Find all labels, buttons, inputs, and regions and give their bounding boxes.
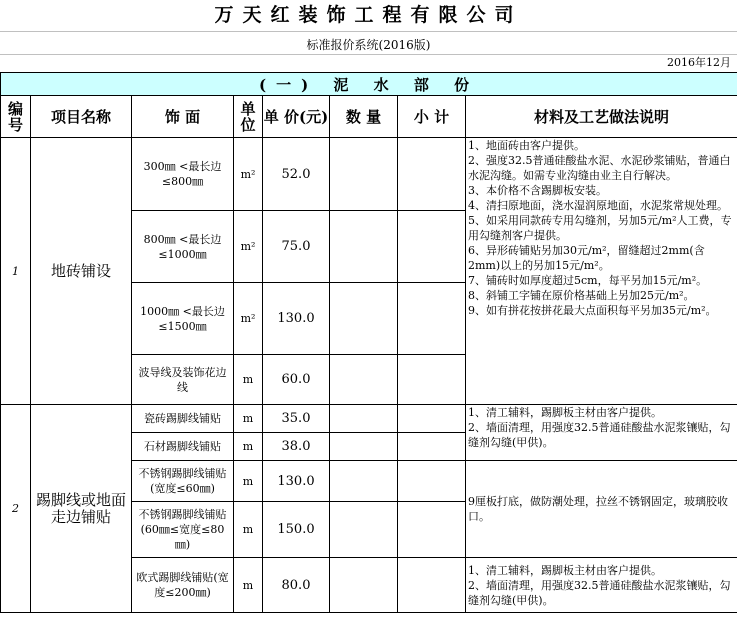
quantity-cell[interactable]	[330, 461, 398, 502]
table-row	[1, 405, 737, 433]
finish-cell: 300㎜ <最长边≤800㎜	[132, 138, 234, 211]
item-name: 地砖铺设	[31, 138, 132, 405]
note-line: 7、铺砖时如厚度超过5cm，每平另加15元/m²。	[468, 274, 708, 287]
table-row	[1, 138, 737, 211]
note-line: 9、如有拼花按拼花最大点面积每平另加35元/m²。	[468, 304, 717, 317]
quantity-cell[interactable]	[330, 558, 398, 613]
subtotal-cell	[398, 502, 466, 558]
finish-cell: 瓷砖踢脚线铺贴	[132, 405, 234, 433]
quantity-cell[interactable]	[330, 502, 398, 558]
subtotal-cell	[398, 283, 466, 355]
note-line: 1、清工辅料，踢脚板主材由客户提供。	[468, 406, 662, 419]
unit-cell: m²	[234, 211, 263, 283]
price-cell: 60.0	[263, 355, 330, 405]
subtotal-cell	[398, 558, 466, 613]
col-header-quantity: 数 量	[330, 96, 398, 138]
notes-cell	[466, 558, 737, 613]
finish-cell: 石材踢脚线铺贴	[132, 433, 234, 461]
price-cell: 75.0	[263, 211, 330, 283]
col-header-subtotal: 小 计	[398, 96, 466, 138]
quantity-cell[interactable]	[330, 283, 398, 355]
note-line: 5、如采用同款砖专用勾缝剂，另加5元/m²人工费，专用勾缝剂客户提供。	[468, 214, 732, 242]
finish-cell: 波导线及装饰花边线	[132, 355, 234, 405]
price-cell: 80.0	[263, 558, 330, 613]
unit-cell: m	[234, 461, 263, 502]
quantity-cell[interactable]	[330, 433, 398, 461]
section-title: (一) 泥 水 部 份	[1, 73, 737, 96]
finish-cell: 1000㎜ <最长边≤1500㎜	[132, 283, 234, 355]
finish-cell: 不锈钢踢脚线铺贴(宽度≤60㎜)	[132, 461, 234, 502]
notes-cell	[466, 461, 737, 558]
finish-cell: 800㎜ <最长边≤1000㎜	[132, 211, 234, 283]
quote-date: 2016年12月	[667, 56, 731, 69]
quantity-cell[interactable]	[330, 405, 398, 433]
company-name: 万天红装饰工程有限公司	[214, 4, 523, 26]
quantity-cell[interactable]	[330, 211, 398, 283]
unit-cell: m²	[234, 138, 263, 211]
header-divider	[0, 31, 737, 32]
price-cell: 150.0	[263, 502, 330, 558]
notes-cell	[466, 138, 737, 405]
col-header-item: 项目名称	[31, 96, 132, 138]
unit-cell: m	[234, 558, 263, 613]
quantity-cell[interactable]	[330, 355, 398, 405]
unit-cell: m	[234, 502, 263, 558]
col-header-number: 编号	[1, 96, 31, 138]
note-line: 8、斜铺工字铺在原价格基础上另加25元/m²。	[468, 289, 695, 302]
col-header-price: 单 价(元)	[263, 96, 330, 138]
unit-cell: m	[234, 405, 263, 433]
subtotal-cell	[398, 433, 466, 461]
unit-cell: m²	[234, 283, 263, 355]
note-line: 2、墙面清理，用强度32.5普通硅酸盐水泥浆镶贴，勾缝剂勾缝(甲供)。	[468, 421, 731, 449]
note-line: 2、强度32.5普通硅酸盐水泥、水泥砂浆铺贴，普通白水泥沟缝。如需专业沟缝由业主自行解决。	[468, 154, 731, 182]
price-cell: 130.0	[263, 461, 330, 502]
quote-table	[0, 72, 737, 613]
col-header-finish: 饰 面	[132, 96, 234, 138]
price-cell: 52.0	[263, 138, 330, 211]
subtotal-cell	[398, 405, 466, 433]
note-line: 1、清工辅料，踢脚板主材由客户提供。	[468, 563, 662, 577]
finish-cell: 欧式踢脚线铺贴(宽度≤200㎜)	[132, 558, 234, 613]
note-line: 2、墙面清理，用强度32.5普通硅酸盐水泥浆镶贴，勾缝剂勾缝(甲供)。	[468, 578, 731, 607]
price-cell: 38.0	[263, 433, 330, 461]
note-line: 1、地面砖由客户提供。	[468, 139, 585, 152]
note-line: 9厘板打底，做防潮处理，拉丝不锈钢固定，玻璃胶收口。	[468, 495, 728, 523]
notes-cell	[466, 405, 737, 461]
item-name: 踢脚线或地面走边铺贴	[31, 405, 132, 613]
col-header-notes: 材料及工艺做法说明	[466, 96, 737, 138]
system-subtitle: 标准报价系统(2016版)	[306, 38, 431, 52]
note-line: 4、清扫原地面，浇水湿润原地面，水泥浆常规处理。	[468, 199, 728, 212]
subtotal-cell	[398, 355, 466, 405]
col-header-unit: 单位	[234, 96, 263, 138]
price-cell: 35.0	[263, 405, 330, 433]
subtotal-cell	[398, 138, 466, 211]
subtotal-cell	[398, 211, 466, 283]
finish-cell: 不锈钢踢脚线铺贴(60㎜≤宽度≤80㎜)	[132, 502, 234, 558]
subtotal-cell	[398, 461, 466, 502]
item-number: 1	[1, 138, 31, 405]
note-line: 6、异形砖铺贴另加30元/m²，留缝超过2mm(含2mm)以上的另加15元/m²。	[468, 244, 705, 272]
note-line: 3、本价格不含踢脚板安装。	[468, 184, 607, 197]
item-number: 2	[1, 405, 31, 613]
quantity-cell[interactable]	[330, 138, 398, 211]
price-cell: 130.0	[263, 283, 330, 355]
header-divider	[0, 54, 737, 55]
unit-cell: m	[234, 433, 263, 461]
unit-cell: m	[234, 355, 263, 405]
